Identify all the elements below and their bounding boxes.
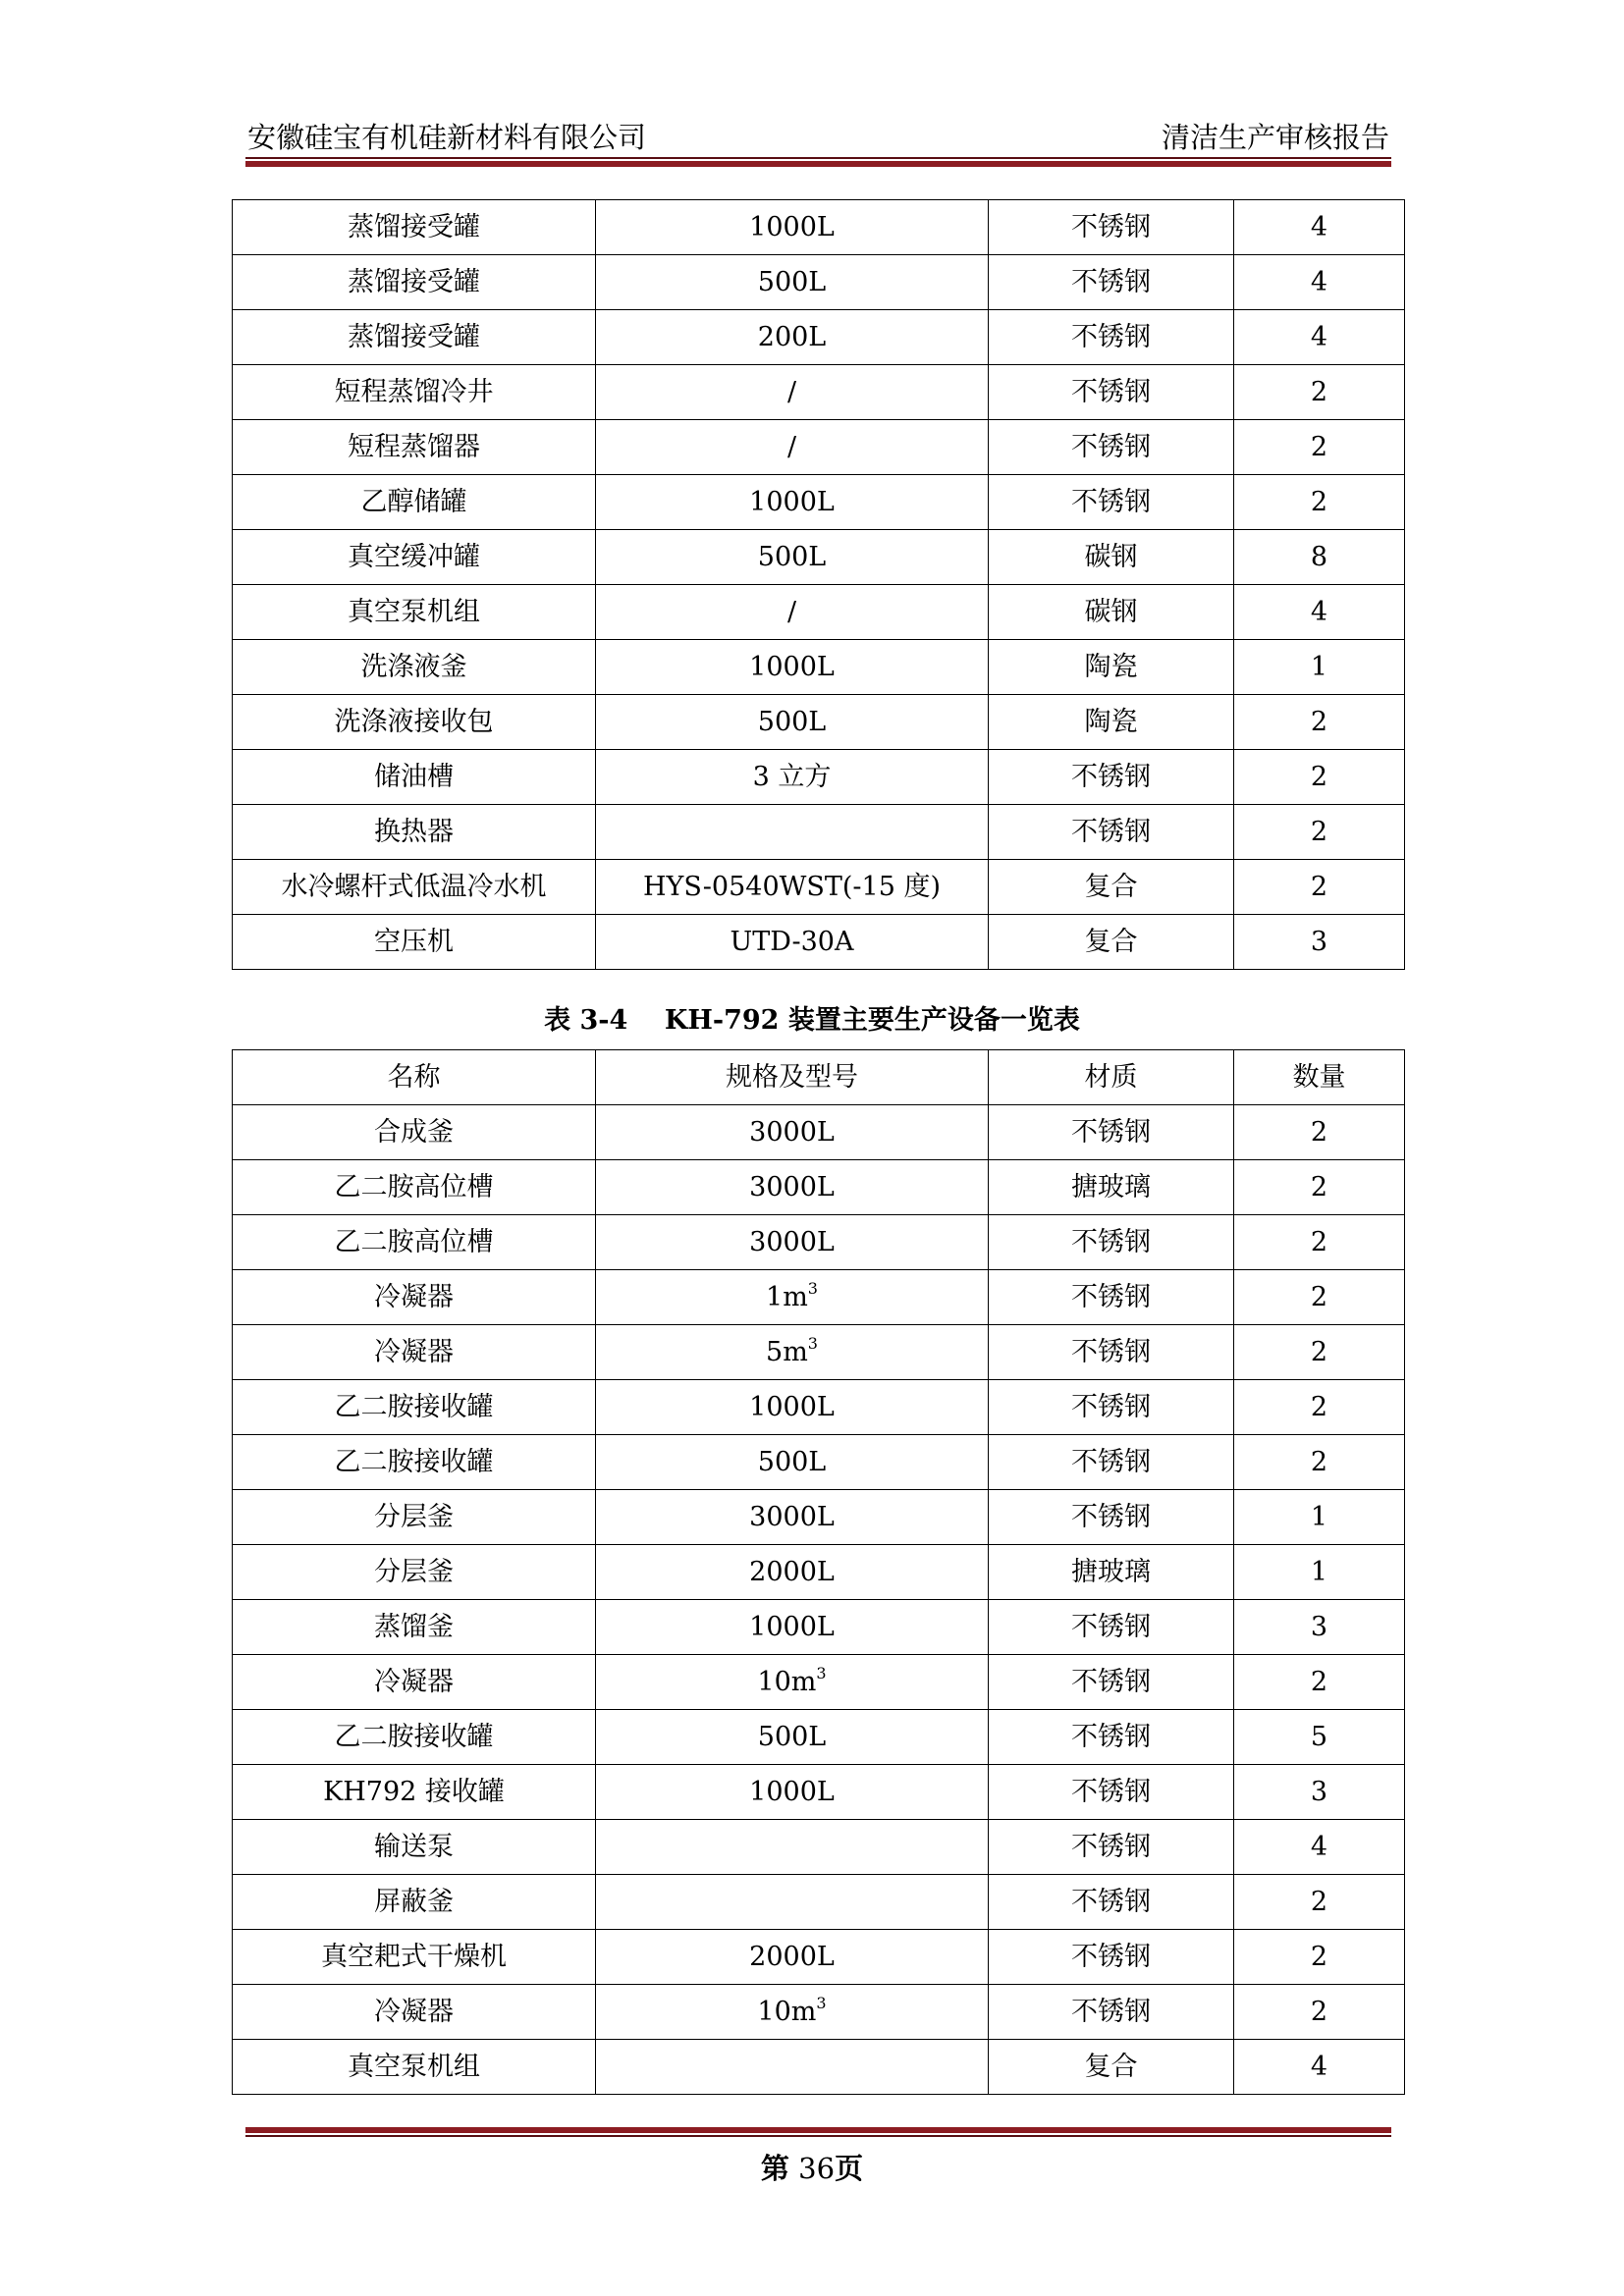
cell-material: 不锈钢: [989, 255, 1234, 310]
table-row: [233, 1215, 1405, 1270]
header-name: 名称: [233, 1050, 596, 1105]
page-prefix: 第: [760, 2152, 789, 2185]
cell-name: 蒸馏釜: [233, 1600, 596, 1655]
spec-exponent: 3: [816, 1664, 827, 1682]
header-qty: 数量: [1234, 1050, 1405, 1105]
cell-spec: 1000L: [596, 640, 989, 695]
cell-name: 屏蔽釜: [233, 1875, 596, 1930]
cell-qty: 2: [1234, 420, 1405, 475]
cell-material: 不锈钢: [989, 1215, 1234, 1270]
cell-qty: 2: [1234, 1985, 1405, 2040]
cell-spec: 500L: [596, 255, 989, 310]
cell-name: 乙二胺高位槽: [233, 1215, 596, 1270]
cell-material: 不锈钢: [989, 1930, 1234, 1985]
spec-exponent: 3: [807, 1334, 818, 1353]
header-spec: 规格及型号: [596, 1050, 989, 1105]
cell-material: 不锈钢: [989, 1820, 1234, 1875]
cell-qty: 3: [1234, 1765, 1405, 1820]
table-row: [233, 1875, 1405, 1930]
cell-material: 不锈钢: [989, 1710, 1234, 1765]
cell-qty: 4: [1234, 1820, 1405, 1875]
table-row: [233, 1160, 1405, 1215]
table-row: [233, 585, 1405, 640]
cell-name: 真空缓冲罐: [233, 530, 596, 585]
table-row: [233, 1710, 1405, 1765]
table-row: [233, 1490, 1405, 1545]
cell-spec: [596, 1655, 989, 1710]
cell-qty: 5: [1234, 1710, 1405, 1765]
cell-name: 真空泵机组: [233, 2040, 596, 2095]
header-rule-thick: [245, 161, 1391, 167]
cell-qty: 2: [1234, 1435, 1405, 1490]
cell-spec: /: [596, 585, 989, 640]
cell-qty: 4: [1234, 255, 1405, 310]
cell-qty: 1: [1234, 1545, 1405, 1600]
cell-spec: UTD-30A: [596, 915, 989, 970]
cell-material: 不锈钢: [989, 1270, 1234, 1325]
cell-spec: 1000L: [596, 200, 989, 255]
table-row: [233, 1380, 1405, 1435]
table-row: [233, 475, 1405, 530]
table-row: [233, 1600, 1405, 1655]
cell-qty: 2: [1234, 750, 1405, 805]
table-row: [233, 1105, 1405, 1160]
table-row: [233, 695, 1405, 750]
cell-name: 蒸馏接受罐: [233, 200, 596, 255]
table-row: [233, 200, 1405, 255]
cell-spec: 2000L: [596, 1930, 989, 1985]
page-number: [0, 2147, 1624, 2187]
cell-material: 不锈钢: [989, 1490, 1234, 1545]
cell-material: 碳钢: [989, 585, 1234, 640]
page-number-value: 36: [798, 2152, 836, 2185]
table-row: [233, 1985, 1405, 2040]
footer-rule-thick: [245, 2127, 1391, 2133]
cell-material: 复合: [989, 915, 1234, 970]
table-row: [233, 1655, 1405, 1710]
footer-rule-thin: [245, 2135, 1391, 2137]
cell-name: 冷凝器: [233, 1325, 596, 1380]
equipment-table-continued: [232, 199, 1405, 970]
table-row: [233, 2040, 1405, 2095]
cell-name: 短程蒸馏器: [233, 420, 596, 475]
cell-material: 不锈钢: [989, 1985, 1234, 2040]
cell-name: KH792 接收罐: [233, 1765, 596, 1820]
cell-name: 短程蒸馏冷井: [233, 365, 596, 420]
cell-material: 陶瓷: [989, 640, 1234, 695]
cell-name: 洗涤液接收包: [233, 695, 596, 750]
company-name: 安徽硅宝有机硅新材料有限公司: [247, 121, 647, 154]
cell-name: 合成釜: [233, 1105, 596, 1160]
cell-name: 冷凝器: [233, 1270, 596, 1325]
cell-spec: [596, 1270, 989, 1325]
table-row: [233, 530, 1405, 585]
cell-spec: [596, 2040, 989, 2095]
cell-spec: 500L: [596, 695, 989, 750]
spec-base: 1m: [766, 1282, 808, 1312]
cell-qty: 2: [1234, 1875, 1405, 1930]
cell-name: 水冷螺杆式低温冷水机: [233, 860, 596, 915]
cell-material: 不锈钢: [989, 420, 1234, 475]
cell-qty: 2: [1234, 1105, 1405, 1160]
cell-spec: 500L: [596, 1710, 989, 1765]
cell-material: 不锈钢: [989, 1435, 1234, 1490]
cell-qty: 2: [1234, 1380, 1405, 1435]
cell-qty: 2: [1234, 1160, 1405, 1215]
cell-name: 分层釜: [233, 1490, 596, 1545]
table-row: [233, 1820, 1405, 1875]
kh792-equipment-table: [232, 1049, 1405, 2095]
cell-material: 搪玻璃: [989, 1160, 1234, 1215]
cell-qty: 8: [1234, 530, 1405, 585]
table-row: [233, 1270, 1405, 1325]
cell-name: 乙二胺接收罐: [233, 1435, 596, 1490]
cell-spec: 2000L: [596, 1545, 989, 1600]
cell-material: 搪玻璃: [989, 1545, 1234, 1600]
table-row: [233, 255, 1405, 310]
cell-name: 真空泵机组: [233, 585, 596, 640]
cell-qty: 2: [1234, 860, 1405, 915]
cell-material: 复合: [989, 860, 1234, 915]
table-row: [233, 1545, 1405, 1600]
cell-spec: 1000L: [596, 475, 989, 530]
cell-qty: 4: [1234, 310, 1405, 365]
page-header: [245, 116, 1391, 155]
cell-spec: 1000L: [596, 1765, 989, 1820]
cell-name: 乙醇储罐: [233, 475, 596, 530]
report-title: 清洁生产审核报告: [1161, 121, 1389, 154]
cell-material: 不锈钢: [989, 1325, 1234, 1380]
cell-spec: [596, 805, 989, 860]
table-row: [233, 420, 1405, 475]
cell-name: 蒸馏接受罐: [233, 255, 596, 310]
cell-spec: [596, 1325, 989, 1380]
cell-name: 冷凝器: [233, 1655, 596, 1710]
cell-name: 储油槽: [233, 750, 596, 805]
cell-spec: [596, 1875, 989, 1930]
spec-base: 5m: [766, 1337, 808, 1367]
cell-material: 碳钢: [989, 530, 1234, 585]
cell-qty: 4: [1234, 585, 1405, 640]
cell-spec: [596, 1985, 989, 2040]
cell-spec: 3000L: [596, 1490, 989, 1545]
cell-material: 不锈钢: [989, 805, 1234, 860]
cell-name: 冷凝器: [233, 1985, 596, 2040]
cell-qty: 4: [1234, 200, 1405, 255]
cell-qty: 2: [1234, 805, 1405, 860]
cell-material: 不锈钢: [989, 1655, 1234, 1710]
cell-spec: 3000L: [596, 1215, 989, 1270]
cell-name: 输送泵: [233, 1820, 596, 1875]
cell-material: 不锈钢: [989, 750, 1234, 805]
cell-material: 复合: [989, 2040, 1234, 2095]
cell-spec: /: [596, 420, 989, 475]
cell-qty: 2: [1234, 695, 1405, 750]
cell-name: 空压机: [233, 915, 596, 970]
cell-name: 乙二胺高位槽: [233, 1160, 596, 1215]
cell-name: 分层釜: [233, 1545, 596, 1600]
cell-qty: 4: [1234, 2040, 1405, 2095]
cell-material: 不锈钢: [989, 1765, 1234, 1820]
table-row: [233, 915, 1405, 970]
cell-spec: 1000L: [596, 1600, 989, 1655]
cell-material: 不锈钢: [989, 1600, 1234, 1655]
cell-material: 陶瓷: [989, 695, 1234, 750]
cell-qty: 2: [1234, 1930, 1405, 1985]
cell-spec: [596, 1820, 989, 1875]
table-row: [233, 1435, 1405, 1490]
spec-exponent: 3: [807, 1279, 818, 1298]
page-suffix: 页: [835, 2152, 864, 2185]
table-row: [233, 805, 1405, 860]
header-rule-thin: [245, 157, 1391, 159]
table-row: [233, 1765, 1405, 1820]
cell-spec: 1000L: [596, 1380, 989, 1435]
table-row: [233, 1325, 1405, 1380]
cell-spec: 3000L: [596, 1160, 989, 1215]
table-row: [233, 365, 1405, 420]
cell-spec: HYS-0540WST(-15 度): [596, 860, 989, 915]
cell-qty: 2: [1234, 1655, 1405, 1710]
cell-material: 不锈钢: [989, 1380, 1234, 1435]
cell-spec: /: [596, 365, 989, 420]
cell-spec: 3 立方: [596, 750, 989, 805]
table-caption: 表 3-4 KH-792 装置主要生产设备一览表: [544, 1005, 1080, 1036]
cell-qty: 2: [1234, 1215, 1405, 1270]
cell-spec: 200L: [596, 310, 989, 365]
table-row: [233, 860, 1405, 915]
cell-qty: 3: [1234, 915, 1405, 970]
cell-spec: 500L: [596, 530, 989, 585]
cell-name: 蒸馏接受罐: [233, 310, 596, 365]
table-row: [233, 750, 1405, 805]
cell-qty: 1: [1234, 640, 1405, 695]
cell-name: 乙二胺接收罐: [233, 1380, 596, 1435]
cell-name: 洗涤液釜: [233, 640, 596, 695]
cell-spec: 3000L: [596, 1105, 989, 1160]
spec-base: 10m: [757, 1667, 817, 1697]
table-row: [233, 1930, 1405, 1985]
header-material: 材质: [989, 1050, 1234, 1105]
cell-spec: 500L: [596, 1435, 989, 1490]
cell-qty: 2: [1234, 475, 1405, 530]
spec-base: 10m: [757, 1997, 817, 2027]
cell-qty: 1: [1234, 1490, 1405, 1545]
cell-qty: 2: [1234, 1270, 1405, 1325]
spec-exponent: 3: [816, 1994, 827, 2012]
cell-material: 不锈钢: [989, 365, 1234, 420]
cell-name: 乙二胺接收罐: [233, 1710, 596, 1765]
cell-name: 真空耙式干燥机: [233, 1930, 596, 1985]
table-row: [233, 310, 1405, 365]
cell-material: 不锈钢: [989, 310, 1234, 365]
table-row: [233, 640, 1405, 695]
cell-material: 不锈钢: [989, 200, 1234, 255]
cell-material: 不锈钢: [989, 1875, 1234, 1930]
table-header-row: [233, 1050, 1405, 1105]
cell-material: 不锈钢: [989, 475, 1234, 530]
cell-material: 不锈钢: [989, 1105, 1234, 1160]
cell-qty: 3: [1234, 1600, 1405, 1655]
cell-qty: 2: [1234, 1325, 1405, 1380]
cell-qty: 2: [1234, 365, 1405, 420]
cell-name: 换热器: [233, 805, 596, 860]
